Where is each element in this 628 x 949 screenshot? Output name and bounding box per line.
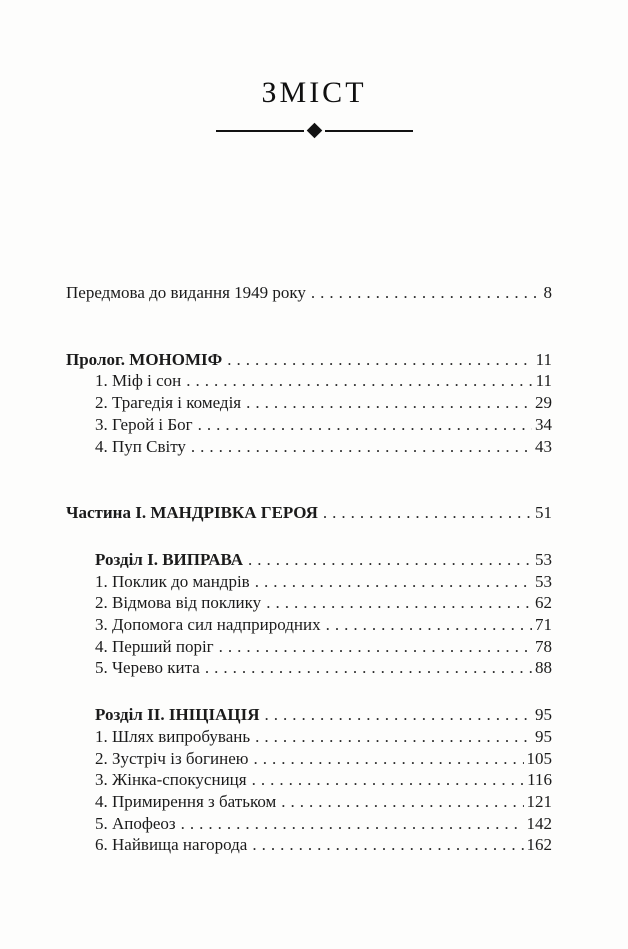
toc-row bbox=[66, 834, 552, 856]
toc-dot-leader bbox=[266, 592, 532, 614]
toc-entry-label: 1. Міф і сон bbox=[95, 371, 182, 391]
toc-row bbox=[66, 502, 552, 524]
toc-page-number: 162 bbox=[526, 835, 552, 855]
toc-entry-label: Передмова до видання 1949 року bbox=[66, 283, 306, 302]
toc-entry-label: 3. Допомога сил надприродних bbox=[95, 615, 321, 635]
toc-page-number: 8 bbox=[543, 283, 552, 302]
toc-page-number: 71 bbox=[535, 615, 552, 635]
toc-entry-label: 4. Примирення з батьком bbox=[95, 791, 277, 811]
divider-line-right bbox=[325, 130, 413, 132]
toc-entry-label: 2. Зустріч із богинею bbox=[95, 748, 249, 768]
toc-page-number: 95 bbox=[535, 726, 552, 746]
toc-dot-leader bbox=[252, 769, 525, 791]
toc-page-number: 43 bbox=[535, 436, 552, 456]
toc-page-number: 95 bbox=[535, 705, 552, 725]
toc-dot-leader bbox=[255, 726, 532, 748]
toc-dot-leader bbox=[248, 549, 532, 571]
toc-dot-leader bbox=[255, 571, 532, 593]
toc-page-number: 34 bbox=[535, 414, 552, 434]
toc-row bbox=[66, 657, 552, 679]
toc-entry-label: 3. Герой і Бог bbox=[95, 414, 193, 434]
toc-entry-label: Розділ I. ВИПРАВА bbox=[95, 549, 244, 569]
toc-row bbox=[66, 726, 552, 748]
toc-page-number: 11 bbox=[535, 349, 552, 369]
toc-dot-leader bbox=[265, 704, 532, 726]
toc-page-number: 116 bbox=[527, 770, 552, 790]
toc-entry-label: 1. Поклик до мандрів bbox=[95, 571, 250, 591]
toc-row bbox=[66, 549, 552, 571]
toc-entry-label: 6. Найвища нагорода bbox=[95, 835, 248, 855]
toc-page-number: 53 bbox=[535, 549, 552, 569]
toc-row bbox=[66, 370, 552, 392]
toc-page-number: 62 bbox=[535, 593, 552, 613]
toc-page-number: 53 bbox=[535, 571, 552, 591]
toc-row bbox=[66, 392, 552, 414]
title-divider bbox=[66, 125, 562, 136]
toc-page-number: 51 bbox=[535, 503, 552, 523]
toc-dot-leader bbox=[181, 813, 524, 835]
toc-page-number: 105 bbox=[526, 748, 552, 768]
toc-row bbox=[66, 571, 552, 593]
toc-page-number: 121 bbox=[526, 791, 552, 811]
toc-entry-label: Пролог. МОНОМІФ bbox=[66, 349, 223, 369]
toc-row bbox=[66, 748, 552, 770]
toc-row bbox=[66, 436, 552, 458]
toc-page-number: 142 bbox=[526, 813, 552, 833]
toc-row bbox=[66, 349, 552, 371]
toc-entry-label: 2. Трагедія і комедія bbox=[95, 393, 242, 413]
toc-dot-leader bbox=[253, 748, 523, 770]
toc-dot-leader bbox=[323, 502, 532, 524]
toc-entry-label: 3. Жінка-спокусниця bbox=[95, 770, 247, 790]
toc-dot-leader bbox=[326, 614, 532, 636]
toc-row bbox=[66, 791, 552, 813]
toc-dot-leader bbox=[246, 392, 532, 414]
toc-dot-leader bbox=[191, 436, 532, 458]
toc-page-number: 78 bbox=[535, 636, 552, 656]
toc-entry-label: Розділ II. ІНІЦІАЦІЯ bbox=[95, 705, 260, 725]
toc-row bbox=[66, 704, 552, 726]
toc-page-number: 11 bbox=[535, 371, 552, 391]
toc-dot-leader bbox=[198, 414, 532, 436]
page-title: ЗМІСТ bbox=[261, 76, 367, 109]
divider-line-left bbox=[216, 130, 304, 132]
toc-list bbox=[66, 282, 552, 856]
toc-entry-label: 4. Перший поріг bbox=[95, 636, 214, 656]
toc-row bbox=[66, 614, 552, 636]
toc-dot-leader bbox=[186, 370, 532, 392]
toc-entry-label: Частина I. МАНДРІВКА ГЕРОЯ bbox=[66, 503, 318, 523]
toc-entry-label: 2. Відмова від поклику bbox=[95, 593, 262, 613]
toc-page-number: 88 bbox=[535, 658, 552, 678]
toc-entry-label: 5. Апофеоз bbox=[95, 813, 176, 833]
toc-page-number: 29 bbox=[535, 393, 552, 413]
toc-entry-label: 4. Пуп Світу bbox=[95, 436, 186, 456]
diamond-icon bbox=[306, 123, 322, 139]
toc-dot-leader bbox=[227, 349, 532, 371]
toc-dot-leader bbox=[205, 657, 532, 679]
toc-dot-leader bbox=[219, 636, 532, 658]
toc-row bbox=[66, 769, 552, 791]
toc-row bbox=[66, 813, 552, 835]
toc-entry-label: 1. Шлях випробувань bbox=[95, 726, 251, 746]
toc-row bbox=[66, 414, 552, 436]
toc-row bbox=[66, 282, 552, 304]
toc-row bbox=[66, 636, 552, 658]
toc-dot-leader bbox=[311, 282, 541, 304]
toc-dot-leader bbox=[281, 791, 523, 813]
toc-entry-label: 5. Черево кита bbox=[95, 658, 200, 678]
toc-row bbox=[66, 592, 552, 614]
toc-dot-leader bbox=[252, 834, 523, 856]
